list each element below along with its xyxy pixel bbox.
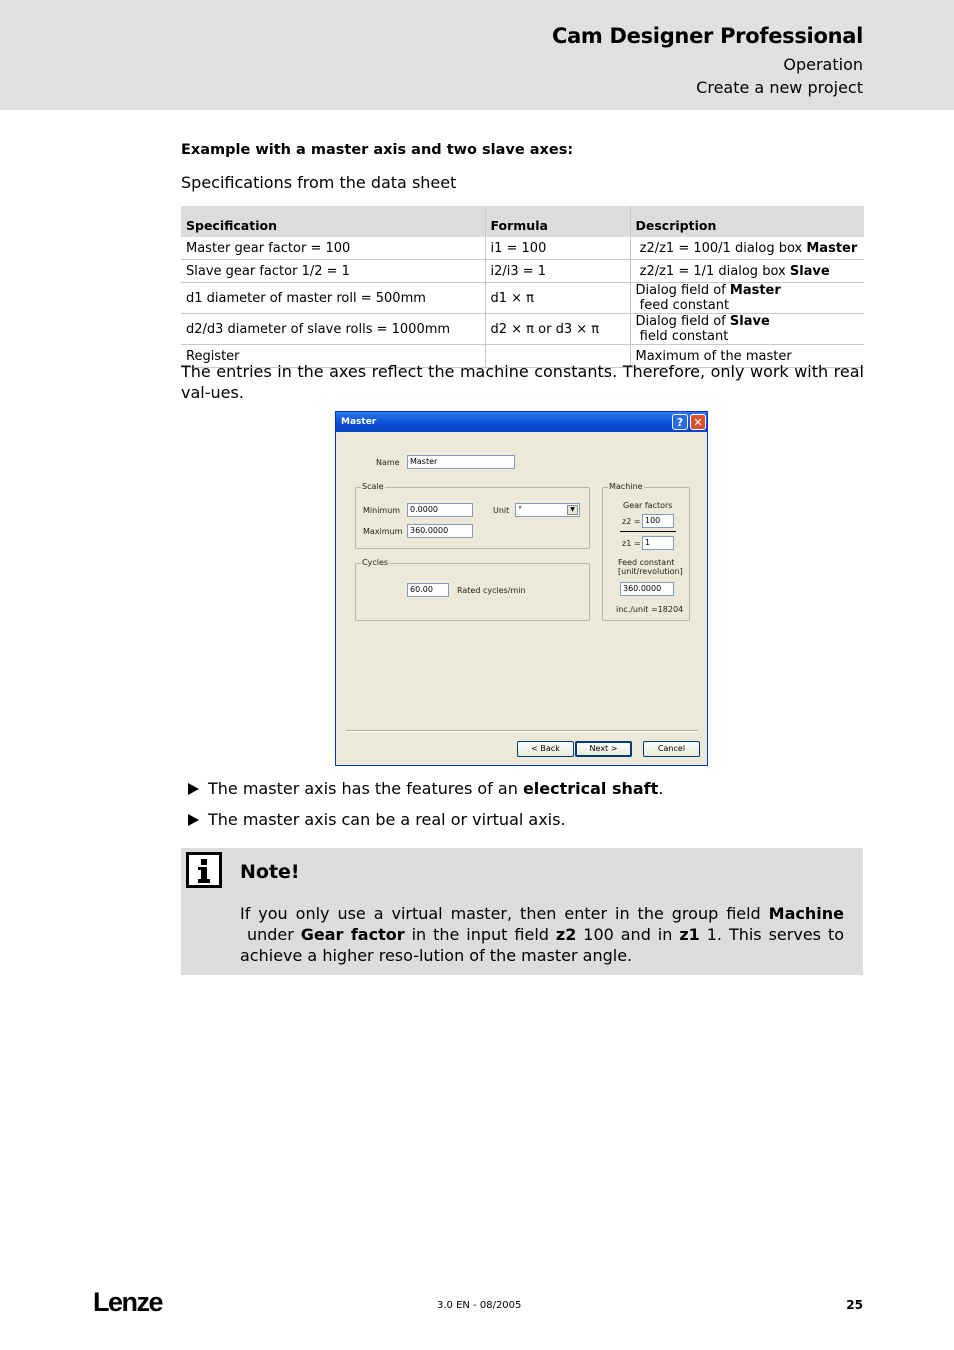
dialog-separator <box>346 730 698 732</box>
spec-table <box>181 206 864 368</box>
cell-text: z2/z1 = 100/1 dialog box <box>635 240 807 256</box>
document-title: Cam Designer Professional <box>551 24 863 48</box>
cycles-input[interactable]: 60.00 <box>407 583 449 597</box>
minimum-input[interactable]: 0.0000 <box>407 503 473 517</box>
table-cell <box>630 237 864 260</box>
cell-text: z2/z1 = 1/1 dialog box <box>635 263 790 279</box>
fraction-line <box>620 531 676 532</box>
z1-label: z1 = <box>622 539 641 548</box>
machine-group-title: Machine <box>609 482 643 491</box>
table-header-cell: Specification <box>181 206 485 237</box>
document-version: 3.0 EN - 08/2005 <box>437 1300 522 1311</box>
bullet-item <box>188 779 663 798</box>
table-row <box>181 314 864 345</box>
table-header-cell: Description <box>630 206 864 237</box>
unit-select[interactable] <box>515 503 580 517</box>
note-text-part: If you only use a virtual master, then enter in the group field <box>240 904 769 923</box>
unit-label: Unit <box>493 506 510 515</box>
cell-bold-text: Master <box>729 283 781 298</box>
note-bold-text: z2 <box>555 925 577 944</box>
table-cell <box>630 283 864 314</box>
cell-bold-text: Master <box>806 240 858 256</box>
cell-text: Dialog field of <box>635 314 730 329</box>
back-button[interactable]: < Back <box>517 741 574 757</box>
close-button[interactable]: ✕ <box>690 414 706 430</box>
scale-group-title: Scale <box>362 482 384 491</box>
cycles-group <box>355 558 590 621</box>
spec-intro: Specifications from the data sheet <box>181 173 457 192</box>
table-row <box>181 283 864 314</box>
table-header-row <box>181 206 864 237</box>
maximum-label: Maximum <box>363 527 403 536</box>
note-text <box>240 903 844 966</box>
axes-paragraph: The entries in the axes reflect the machine constants. Therefore, only work with real val-ues. <box>181 362 864 402</box>
cell-text: Dialog field of <box>635 283 730 298</box>
next-button[interactable]: Next > <box>575 741 632 757</box>
table-cell: d1 × π <box>485 283 630 314</box>
table-cell: d2 × π or d3 × π <box>485 314 630 345</box>
cell-text: Maximum of the master <box>635 348 792 364</box>
table-cell: d1 diameter of master roll = 500mm <box>181 283 485 314</box>
z2-input[interactable]: 100 <box>642 514 674 528</box>
table-cell: Master gear factor = 100 <box>181 237 485 260</box>
section-title: Operation <box>783 55 863 74</box>
dialog-title: Master <box>341 417 377 427</box>
table-cell: d2/d3 diameter of slave rolls = 1000mm <box>181 314 485 345</box>
page-header <box>0 0 954 110</box>
inc-unit-readout: inc./unit =18204 <box>616 605 684 614</box>
table-cell: Slave gear factor 1/2 = 1 <box>181 260 485 283</box>
info-icon <box>186 852 222 888</box>
bullet-bold-text: electrical shaft <box>522 779 659 798</box>
bullet-text: The master axis has the features of an <box>208 779 523 798</box>
table-row <box>181 237 864 260</box>
subsection-title: Create a new project <box>696 78 863 97</box>
machine-group <box>602 482 690 621</box>
cycles-group-title: Cycles <box>362 558 389 567</box>
bullet-text: The master axis can be a real or virtual axis. <box>208 810 566 829</box>
gear-factors-label: Gear factors <box>623 501 673 510</box>
note-bold-text: Gear factor <box>300 925 405 944</box>
table-cell: i2/i3 = 1 <box>485 260 630 283</box>
bullet-item <box>188 810 566 829</box>
note-title: Note! <box>240 861 300 883</box>
unit-value: ° <box>518 505 522 514</box>
lenze-logo: Lenze <box>93 1287 163 1317</box>
dropdown-arrow-icon[interactable]: ▼ <box>567 505 578 515</box>
dialog-titlebar <box>336 412 707 432</box>
feed-constant-label: Feed constant <box>618 558 675 567</box>
table-cell: i1 = 100 <box>485 237 630 260</box>
cell-bold-text: Slave <box>789 263 830 279</box>
minimum-label: Minimum <box>363 506 401 515</box>
help-button[interactable]: ? <box>672 414 688 430</box>
note-text-part: 100 and in <box>576 925 680 944</box>
example-heading: Example with a master axis and two slave axes: <box>181 142 574 158</box>
master-dialog <box>335 411 708 766</box>
note-bold-text: z1 <box>679 925 700 944</box>
cancel-button[interactable]: Cancel <box>643 741 700 757</box>
table-cell: Register <box>181 345 485 368</box>
z1-input[interactable]: 1 <box>642 536 674 550</box>
z2-label: z2 = <box>622 517 641 526</box>
maximum-input[interactable]: 360.0000 <box>407 524 473 538</box>
feed-constant-unit: [unit/revolution] <box>618 567 683 576</box>
feed-constant-input[interactable]: 360.0000 <box>620 582 674 596</box>
bullet-triangle-icon <box>188 783 199 795</box>
table-header-cell: Formula <box>485 206 630 237</box>
cell-text: feed constant <box>635 298 730 313</box>
table-cell <box>630 314 864 345</box>
note-bold-text: Machine <box>768 904 844 923</box>
name-label: Name <box>376 458 400 467</box>
cell-bold-text: Slave <box>729 314 770 329</box>
cycles-unit-label: Rated cycles/min <box>457 586 526 595</box>
bullet-text: . <box>658 779 664 798</box>
scale-group <box>355 482 590 549</box>
note-box <box>181 848 863 975</box>
table-cell <box>630 260 864 283</box>
bullet-triangle-icon <box>188 814 199 826</box>
note-text-part: in the input field <box>404 925 556 944</box>
name-input[interactable]: Master <box>407 455 515 469</box>
note-text-part: 1. This serves to achieve a higher reso-lution of the master angle. <box>240 925 845 965</box>
table-row <box>181 260 864 283</box>
cell-text: field constant <box>635 329 729 344</box>
note-text-part: under <box>240 925 301 944</box>
page-number: 25 <box>846 1298 863 1312</box>
